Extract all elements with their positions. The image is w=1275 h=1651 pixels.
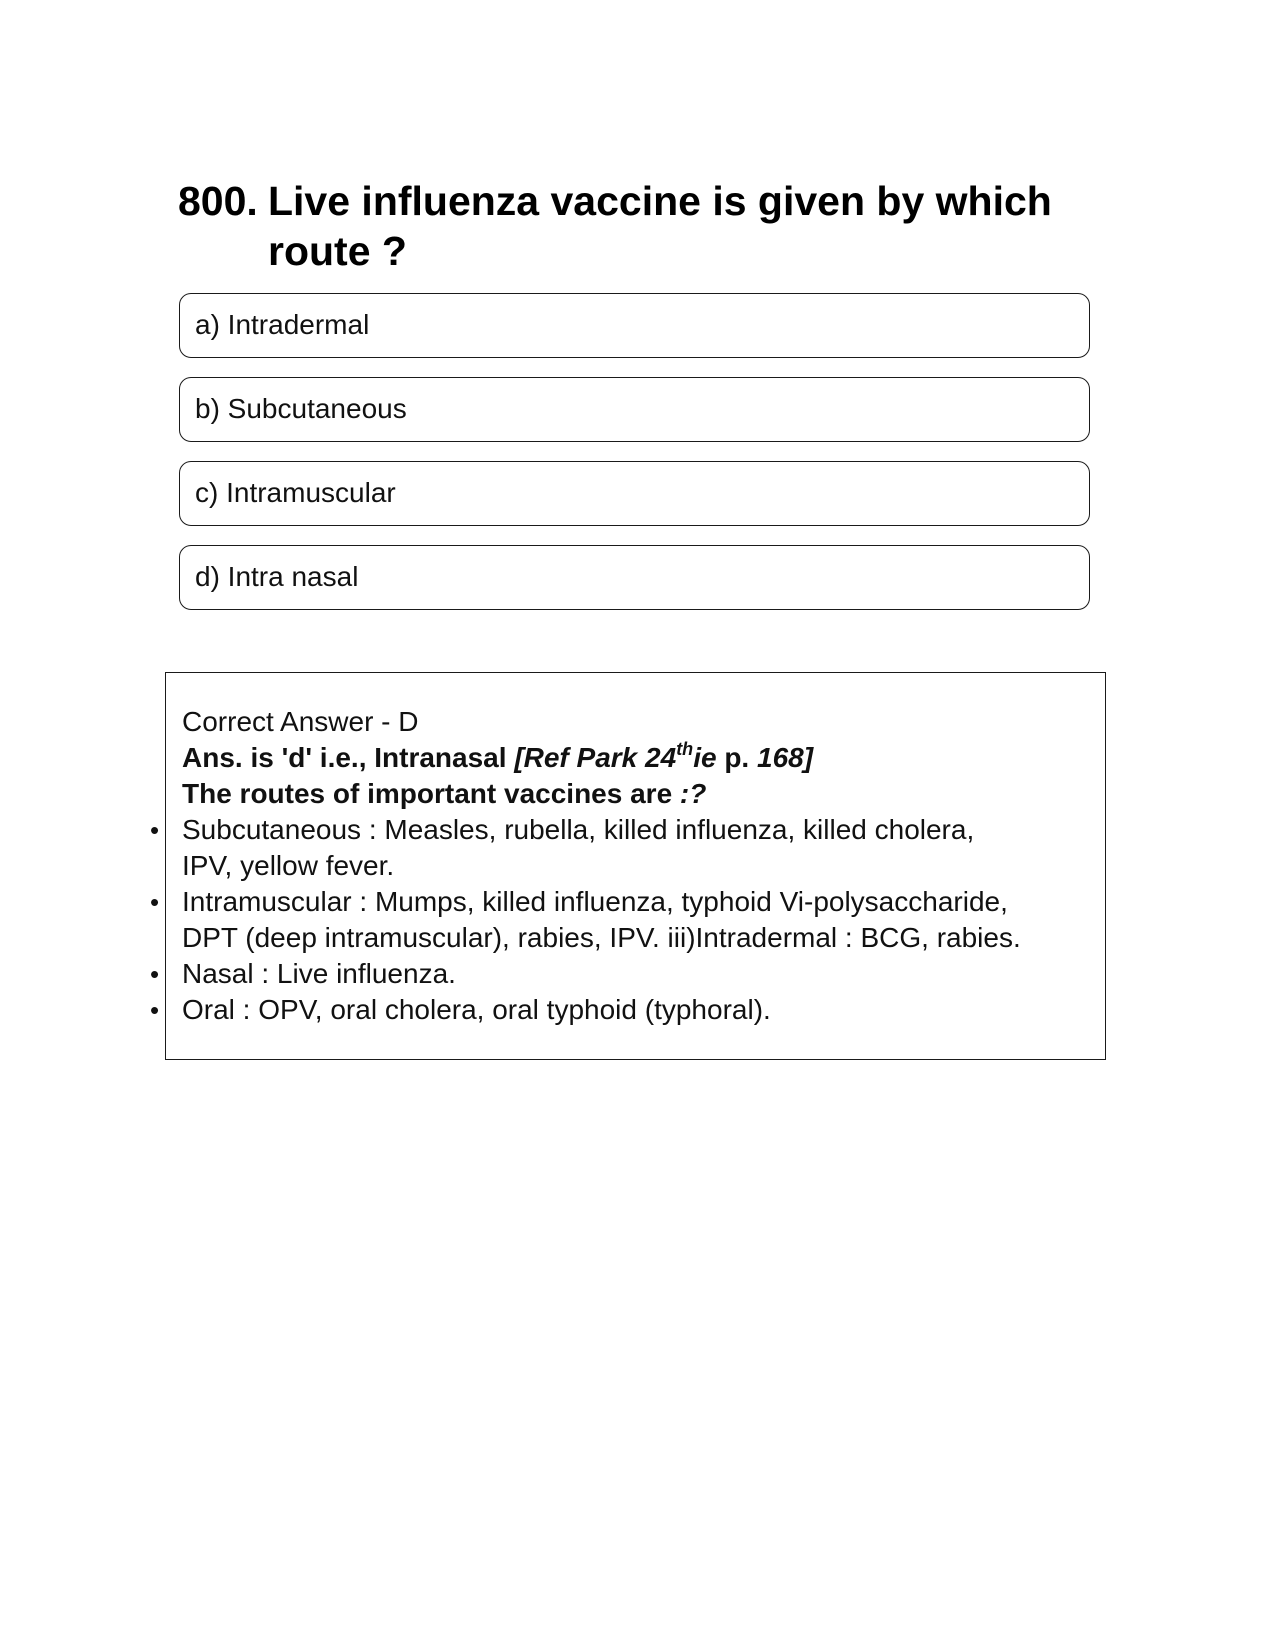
list-item-line: IPV, yellow fever. xyxy=(182,850,395,881)
bullet-icon: • xyxy=(150,887,160,917)
reference-page-label: p. xyxy=(716,742,757,773)
option-c[interactable]: c) Intramuscular xyxy=(179,461,1090,526)
reference-book: [Ref Park 24 xyxy=(514,742,677,773)
answer-statement: Ans. is 'd' i.e., Intranasal xyxy=(182,742,515,773)
reference-page-number: 168] xyxy=(757,742,814,773)
answer-reference-line xyxy=(182,740,1092,776)
option-b[interactable]: b) Subcutaneous xyxy=(179,377,1090,442)
vaccine-routes-list xyxy=(150,812,1092,1028)
option-d[interactable]: d) Intra nasal xyxy=(179,545,1090,610)
reference-edition-suffix: th xyxy=(676,739,694,759)
answer-explanation-box xyxy=(150,672,1106,1060)
list-item-line: Subcutaneous : Measles, rubella, killed influenza, killed cholera, xyxy=(182,814,975,845)
list-item-line: DPT (deep intramuscular), rabies, IPV. iii)Intradermal : BCG, rabies. xyxy=(182,922,1021,953)
bullet-icon: • xyxy=(150,995,160,1025)
correct-answer-line: Correct Answer - D xyxy=(182,706,419,737)
list-item-line: Nasal : Live influenza. xyxy=(182,958,456,989)
answer-content xyxy=(150,704,1092,1028)
list-item xyxy=(150,992,1092,1028)
list-item xyxy=(150,812,1092,884)
bullet-icon: • xyxy=(150,815,160,845)
routes-heading xyxy=(182,776,1092,812)
list-item-line: Oral : OPV, oral cholera, oral typhoid (typhoral). xyxy=(182,994,771,1025)
list-item xyxy=(150,884,1092,956)
option-a[interactable]: a) Intradermal xyxy=(179,293,1090,358)
list-item-line: Intramuscular : Mumps, killed influenza, typhoid Vi-polysaccharide, xyxy=(182,886,1008,917)
question-heading xyxy=(178,176,1088,276)
question-number: 800. xyxy=(178,178,258,224)
list-item xyxy=(150,956,1092,992)
routes-heading-tail: :? xyxy=(679,778,707,809)
question-text: Live influenza vaccine is given by which route ? xyxy=(268,178,1052,274)
routes-heading-text: The routes of important vaccines are xyxy=(182,778,680,809)
reference-ie: ie xyxy=(693,742,717,773)
bullet-icon: • xyxy=(150,959,160,989)
